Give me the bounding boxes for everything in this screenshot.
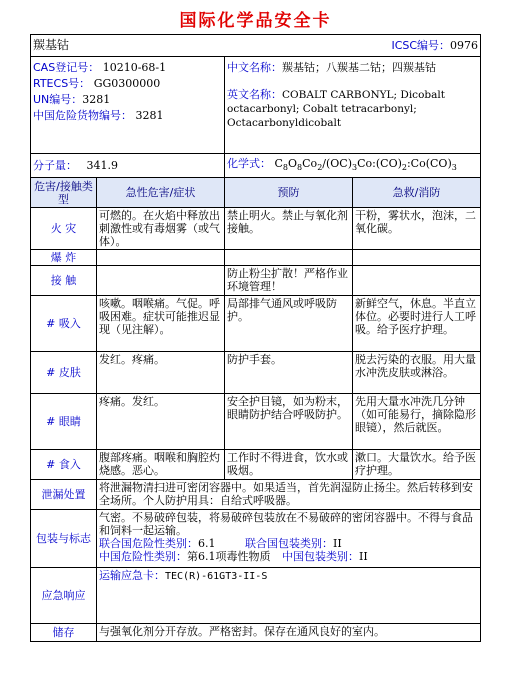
emergency-card-code: TEC(R)-61GT3-II-S [165, 571, 268, 582]
cas-number: CAS登记号： 10210-68-1 [33, 61, 167, 74]
table-row [31, 208, 481, 250]
column-header-row [31, 178, 481, 208]
un-number: UN编号：3281 [33, 93, 111, 106]
chemical-formula: $C_8O_8Co_2/(OC)_3Co:(CO)_2:Co(CO)_3$ [274, 156, 457, 173]
eyes-prevention: 安全护目镜，如为粉末，眼睛防护结合呼吸防护。 [225, 394, 353, 450]
column-header-prevention: 预防 [225, 178, 353, 208]
table-row [31, 266, 481, 296]
contact-prevention: 防止粉尘扩散！严格作业环境管理！ [225, 266, 353, 296]
emergency-card-label: 运输应急卡： [99, 569, 165, 582]
column-header-type: 危害/接触类型 [31, 178, 97, 208]
contact-hazard [97, 266, 225, 296]
name-row [31, 35, 481, 57]
ingestion-prevention: 工作时不得进食，饮水或吸烟。 [225, 450, 353, 480]
inhalation-hazard: 咳嗽。咽喉痛。气促。呼吸困难。症状可能推迟显现（见注解）。 [97, 296, 225, 352]
table-row [31, 352, 481, 394]
safety-card-table [30, 34, 481, 642]
china-dangerous-goods-number: 中国危险货物编号： 3281 [33, 109, 164, 122]
un-classification: 联合国危险性类别：6.1 联合国包装类别：II [99, 537, 342, 550]
table-row [31, 450, 481, 480]
skin-hazard: 发红。疼痛。 [97, 352, 225, 394]
explosion-first-aid [353, 250, 481, 266]
row-label-fire: 火 灾 [31, 208, 97, 250]
explosion-hazard [97, 250, 225, 266]
chemical-name: 羰基钴 [33, 38, 70, 52]
fire-hazard: 可燃的。在火焰中释放出刺激性或有毒烟雾（或气体）。 [97, 208, 225, 250]
row-label-inhalation: # 吸入 [31, 296, 97, 352]
column-header-first-aid: 急救/消防 [353, 178, 481, 208]
skin-prevention: 防护手套。 [225, 352, 353, 394]
fire-first-aid: 干粉，雾状水，泡沫，二氧化碳。 [353, 208, 481, 250]
rtecs-number: RTECS号： GG0300000 [33, 77, 161, 90]
identification-row [31, 57, 481, 154]
ingestion-hazard: 腹部疼痛。咽喉和胸腔灼烧感。恶心。 [97, 450, 225, 480]
eyes-first-aid: 先用大量水冲洗几分钟（如可能易行，摘除隐形眼镜），然后就医。 [353, 394, 481, 450]
leak-row [31, 480, 481, 510]
packaging-label: 包装与标志 [31, 510, 97, 568]
row-label-skin: # 皮肤 [31, 352, 97, 394]
storage-label: 储存 [31, 624, 97, 642]
emergency-label: 应急响应 [31, 568, 97, 624]
row-label-explosion: 爆 炸 [31, 250, 97, 266]
ingestion-first-aid: 漱口。大量饮水。给予医疗护理。 [353, 450, 481, 480]
inhalation-first-aid: 新鲜空气，休息。半直立体位。必要时进行人工呼吸。给予医疗护理。 [353, 296, 481, 352]
table-row [31, 296, 481, 352]
packaging-row [31, 510, 481, 568]
skin-first-aid: 脱去污染的衣服。用大量水冲洗皮肤或淋浴。 [353, 352, 481, 394]
explosion-prevention [225, 250, 353, 266]
table-row [31, 250, 481, 266]
leak-text: 将泄漏物清扫进可密闭容器中。如果适当，首先润湿防止扬尘。然后转移到安全场所。个人防护用具：自给式呼吸器。 [97, 480, 481, 510]
inhalation-prevention: 局部排气通风或呼吸防护。 [225, 296, 353, 352]
packaging-text: 气密。不易破碎包装，将易破碎包装放在不易破碎的密闭容器中。不得与食品和饲料一起运输。 [99, 511, 473, 537]
page-title: 国际化学品安全卡 [179, 11, 332, 31]
column-header-hazard: 急性危害/症状 [97, 178, 225, 208]
row-label-eyes: # 眼睛 [31, 394, 97, 450]
molecular-row [31, 154, 481, 178]
molecular-weight-label: 分子量： [33, 159, 77, 172]
leak-label: 泄漏处置 [31, 480, 97, 510]
row-label-ingestion: # 食入 [31, 450, 97, 480]
eyes-hazard: 疼痛。发红。 [97, 394, 225, 450]
contact-first-aid [353, 266, 481, 296]
chinese-name: 中文名称：羰基钴；八羰基二钴；四羰基钴 [227, 61, 436, 74]
molecular-weight-value: 341.9 [86, 159, 118, 172]
storage-row [31, 624, 481, 642]
english-name: 英文名称：COBALT CARBONYL; Dicobalt octacarbonyl; Cobalt tetracarbonyl; Octacarbonyldicobalt [227, 88, 445, 129]
row-label-contact: 接 触 [31, 266, 97, 296]
china-classification: 中国危险性类别：第6.1项毒性物质 中国包装类别：II [99, 550, 368, 563]
table-row [31, 394, 481, 450]
formula-label: 化学式： [227, 156, 271, 170]
emergency-row [31, 568, 481, 624]
icsc-number: ICSC编号：0976 [391, 39, 479, 52]
fire-prevention: 禁止明火。禁止与氧化剂接触。 [225, 208, 353, 250]
storage-text: 与强氧化剂分开存放。严格密封。保存在通风良好的室内。 [97, 624, 481, 642]
